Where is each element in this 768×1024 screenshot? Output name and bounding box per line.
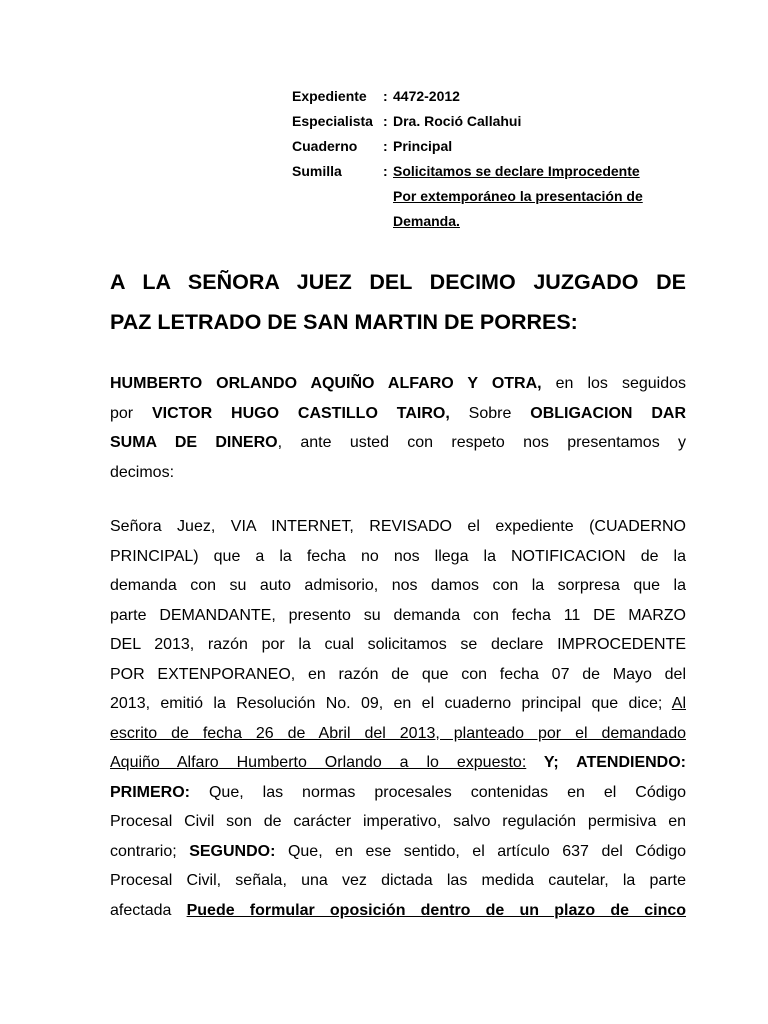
cuaderno-value: Principal — [393, 138, 453, 154]
especialista-value: Dra. Roció Callahui — [393, 113, 522, 129]
sumilla-label: Sumilla — [292, 163, 342, 179]
paragraph-line — [110, 689, 686, 719]
text-run: Que, en ese sentido, el artículo 637 del Código — [275, 842, 686, 860]
paragraph-line: demanda con su auto admisorio, nos damos con la sorpresa que la — [110, 577, 686, 594]
colon: : — [383, 113, 388, 129]
text-run: contrario; — [110, 842, 190, 860]
paragraph-line — [110, 778, 686, 808]
cuaderno-label: Cuaderno — [292, 138, 358, 154]
paragraph-line — [110, 399, 686, 429]
text-run: Que, las normas procesales contenidas en el Código — [190, 783, 686, 801]
expediente-label: Expediente — [292, 88, 367, 104]
text-run: 2013, emitió la Resolución No. 09, en el cuaderno principal que dice; — [110, 695, 672, 712]
bold-run: Y; ATENDIENDO: — [526, 754, 686, 771]
sumilla-value — [393, 159, 643, 234]
text-run: Sobre — [449, 404, 531, 422]
addressee-title — [110, 262, 686, 342]
paragraph-line — [110, 369, 686, 399]
paragraph-line: DEL 2013, razón por la cual solicitamos se declare IMPROCEDENTE — [110, 636, 686, 653]
title-line-2: PAZ LETRADO DE SAN MARTIN DE PORRES: — [110, 310, 578, 334]
especialista-row — [292, 109, 643, 134]
paragraph-line: PRINCIPAL) que a la fecha no nos llega la NOTIFICACION de la — [110, 547, 686, 565]
party-names: HUMBERTO ORLANDO AQUIÑO ALFARO Y OTRA, — [110, 375, 542, 392]
text-run: por — [110, 404, 152, 422]
paragraph-line: POR EXTENPORANEO, en razón de que con fecha 07 de Mayo del — [110, 665, 686, 683]
especialista-label: Especialista — [292, 113, 373, 129]
paragraph-line: parte DEMANDANTE, presento su demanda con fecha 11 DE MARZO — [110, 606, 686, 624]
paragraph-line — [110, 896, 686, 926]
expediente-row — [292, 84, 643, 109]
sumilla-line-1: Solicitamos se declare Improcedente — [393, 163, 640, 179]
colon: : — [383, 138, 388, 154]
cuaderno-row — [292, 134, 643, 159]
intro-paragraph — [110, 369, 686, 487]
text-run: en los seguidos — [541, 375, 686, 392]
text-run: afectada — [110, 901, 187, 919]
body-paragraph — [110, 512, 686, 925]
bold-run: PRIMERO: — [110, 783, 190, 801]
sumilla-row — [292, 159, 643, 234]
matter-bold: OBLIGACION DAR — [530, 404, 687, 422]
paragraph-line: Procesal Civil, señala, una vez dictada las medida cautelar, la parte — [110, 872, 686, 889]
case-header — [292, 84, 643, 234]
paragraph-line: decimos: — [110, 463, 175, 481]
paragraph-line — [110, 748, 686, 778]
paragraph-line — [110, 837, 686, 867]
title-line-1: A LA SEÑORA JUEZ DEL DECIMO JUZGADO DE — [110, 270, 686, 294]
bold-underlined-run: Puede formular oposición dentro de un plazo de cinco — [186, 901, 687, 919]
colon: : — [383, 88, 388, 104]
underlined-quote: Aquiño Alfaro Humberto Orlando a lo expuesto: — [110, 754, 527, 771]
expediente-value: 4472-2012 — [393, 88, 460, 104]
paragraph-line: Procesal Civil son de carácter imperativo, salvo regulación permisiva en — [110, 813, 686, 830]
sumilla-line-3: Demanda. — [393, 213, 460, 229]
colon: : — [383, 163, 388, 179]
matter-bold: SUMA DE DINERO — [110, 434, 278, 451]
paragraph-line: Señora Juez, VIA INTERNET, REVISADO el expediente (CUADERNO — [110, 518, 686, 535]
sumilla-line-2: Por extemporáneo la presentación de — [393, 188, 643, 204]
underlined-quote: Al — [671, 695, 686, 712]
plaintiff-name: VICTOR HUGO CASTILLO TAIRO, — [152, 404, 450, 422]
paragraph-line — [110, 428, 686, 458]
paragraph-line: escrito de fecha 26 de Abril del 2013, planteado por el demandado — [110, 724, 686, 742]
text-run: , ante usted con respeto nos presentamos y — [277, 434, 687, 451]
bold-run: SEGUNDO: — [189, 842, 276, 860]
